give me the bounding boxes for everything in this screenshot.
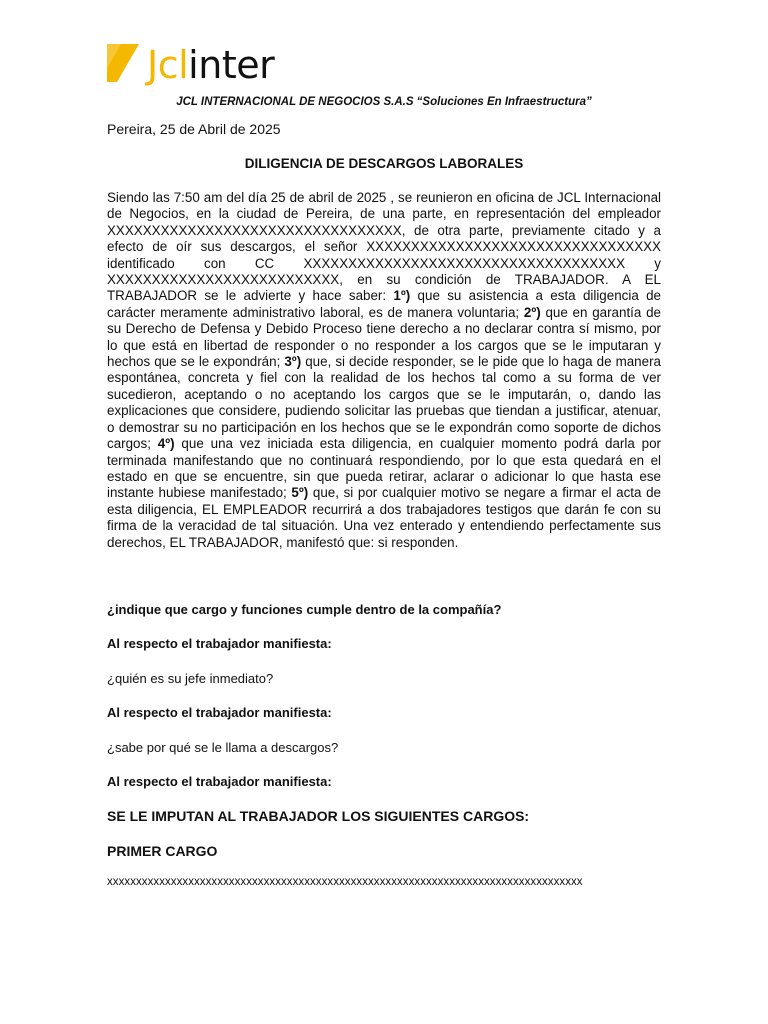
logo-wordmark	[147, 43, 275, 87]
company-tagline: JCL INTERNACIONAL DE NEGOCIOS S.A.S “Soluciones En Infraestructura”	[176, 96, 592, 108]
logo-inter-text: inter	[188, 43, 275, 87]
body-text: que, si por cualquier motivo se negare a firmar el acta de esta diligencia, EL EMPLEADOR recurrirá a dos trabajadores testigos que darán fe con su firma de la veracidad de tal situación. Una vez enterado y entendiendo perfectamente sus derechos, EL TRABAJADOR, manifestó que: si responden.	[107, 485, 661, 550]
document-title: DILIGENCIA DE DESCARGOS LABORALES	[244, 156, 524, 171]
item-number: 4º)	[157, 436, 175, 452]
answer-label-3: Al respecto el trabajador manifiesta:	[107, 774, 332, 789]
logo-jcl-text: Jcl	[147, 43, 189, 87]
body-text: que en garantía de su Derecho de Defensa y Debido Proceso tiene derecho a no declarar contra sí mismo, por lo que está en libertad de responder o no responder a los cargos que se le imputaran y hechos que se le expondrán;	[107, 304, 661, 370]
charges-heading: SE LE IMPUTAN AL TRABAJADOR LOS SIGUIENTES CARGOS:	[107, 808, 530, 824]
first-charge-heading: PRIMER CARGO	[107, 843, 218, 859]
item-number: 2º)	[523, 304, 541, 320]
body-text: que una vez iniciada esta diligencia, en cualquier momento podrá darla por terminada manifestando que no continuará respondiendo, por lo que esta quedará en el estado en que se encuentre, sin que pueda retirar, aclarar o adicionar lo que hasta ese instante hubiese manifestado;	[107, 436, 661, 501]
company-logo	[107, 42, 275, 87]
item-number: 5º)	[291, 485, 309, 501]
item-number: 3º)	[284, 354, 302, 370]
item-number: 1º)	[393, 288, 411, 304]
logo-triangle-icon	[107, 42, 143, 84]
intro-paragraph	[107, 190, 661, 551]
placeholder-x-line: xxxxxxxxxxxxxxxxxxxxxxxxxxxxxxxxxxxxxxxxxxxxxxxxxxxxxxxxxxxxxxxxxxxxxxxxxxxxxxxxxx	[107, 876, 583, 888]
question-3: ¿sabe por qué se le llama a descargos?	[107, 740, 339, 755]
body-text: Siendo las 7:50 am del día 25 de abril de 2025 , se reunieron en oficina de JCL Internacional de Negocios, en la ciudad de Pereira, de una parte, en representación del empleador XXXXXXXXXXXXXXXXXXXXXXXXXXXXXXXXX, de otra parte, previamente citado y a efecto de oír sus descargos, el señor XXXXXXXXXXXXXXXXXXXXXXXXXXXXXXXXX identificado con CC XXXXXXXXXXXXXXXXXXXXXXXXXXXXXXXXXXXX y XXXXXXXXXXXXXXXXXXXXXXXXXX, en su condición de TRABAJADOR. A EL TRABAJADOR se le advierte y hace saber:	[107, 190, 661, 304]
answer-label-1: Al respecto el trabajador manifiesta:	[107, 636, 332, 651]
question-1: ¿indique que cargo y funciones cumple dentro de la compañía?	[107, 602, 502, 617]
body-text: que su asistencia a esta diligencia de carácter meramente administrativo laboral, es de manera voluntaria;	[107, 288, 661, 320]
question-2: ¿quién es su jefe inmediato?	[107, 671, 274, 686]
answer-label-2: Al respecto el trabajador manifiesta:	[107, 705, 332, 720]
document-date: Pereira, 25 de Abril de 2025	[107, 121, 281, 137]
body-text: que, si decide responder, se le pide que lo haga de manera espontánea, concreta y fiel con la realidad de los hechos tal como a su forma de ver sucedieron, aceptando o no aceptando los cargos que se le imputarán, o, dando las explicaciones que considere, pudiendo solicitar las pruebas que tiendan a justificar, atenuar, o demostrar su no participación en los hechos que se le expondrán como soporte de dichos cargos;	[107, 354, 661, 452]
